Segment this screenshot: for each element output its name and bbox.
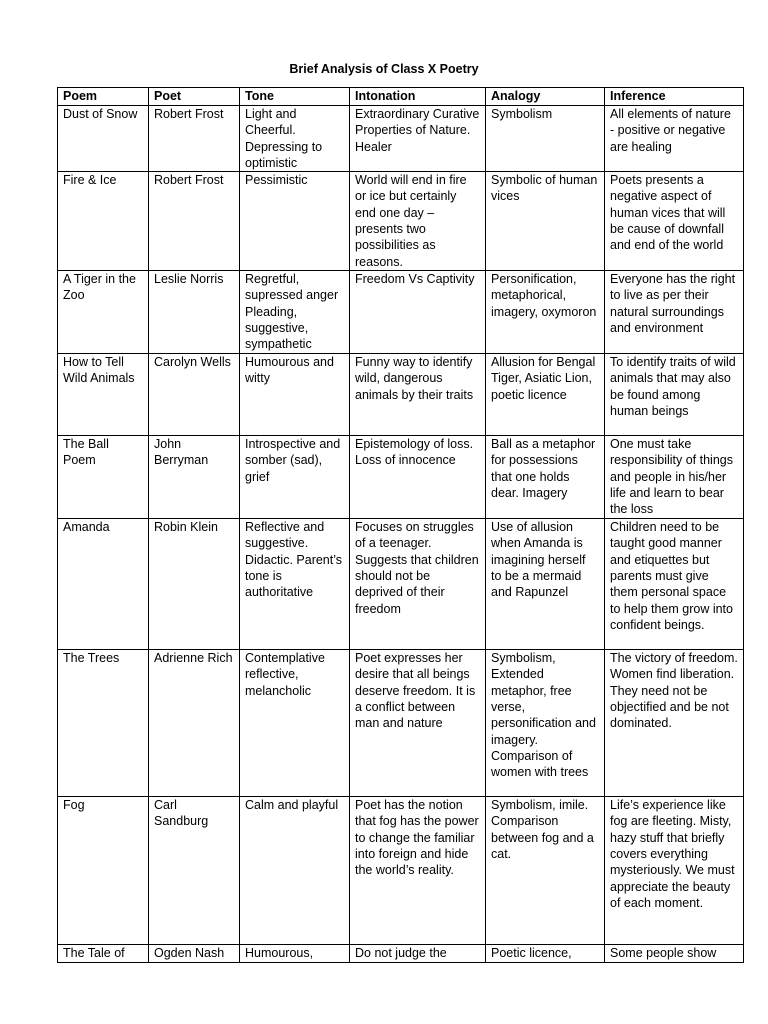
cell-poet: Leslie Norris (149, 271, 240, 354)
cell-poet: Robin Klein (149, 519, 240, 650)
cell-intonation: World will end in fire or ice but certainly end one day – presents two possibilities as reasons. (350, 172, 486, 271)
cell-inference: Some people show (605, 945, 744, 963)
table-header-row (58, 88, 744, 106)
cell-intonation: Do not judge the (350, 945, 486, 963)
cell-analogy: Ball as a metaphor for possessions that one holds dear. Imagery (486, 436, 605, 519)
cell-tone: Humourous, (240, 945, 350, 963)
cell-poet: Robert Frost (149, 172, 240, 271)
header-inference: Inference (605, 88, 744, 106)
table-row (58, 271, 744, 354)
cell-analogy: Symbolism (486, 106, 605, 172)
table-row (58, 172, 744, 271)
cell-poem: Dust of Snow (58, 106, 149, 172)
cell-tone: Introspective and somber (sad), grief (240, 436, 350, 519)
cell-analogy: Use of allusion when Amanda is imagining herself to be a mermaid and Rapunzel (486, 519, 605, 650)
cell-poem: The Tale of (58, 945, 149, 963)
table-row (58, 436, 744, 519)
table-row (58, 650, 744, 797)
cell-inference: Life’s experience like fog are fleeting. Misty, hazy stuff that briefly covers everything mysteriously. We must appreciate the beauty of each moment. (605, 797, 744, 945)
cell-poet: Carl Sandburg (149, 797, 240, 945)
header-tone: Tone (240, 88, 350, 106)
cell-poem: A Tiger in the Zoo (58, 271, 149, 354)
cell-tone: Reflective and suggestive. Didactic. Parent’s tone is authoritative (240, 519, 350, 650)
cell-analogy: Poetic licence, (486, 945, 605, 963)
cell-intonation: Epistemology of loss. Loss of innocence (350, 436, 486, 519)
cell-poet: Ogden Nash (149, 945, 240, 963)
table-row (58, 797, 744, 945)
table-row (58, 519, 744, 650)
cell-poem: How to Tell Wild Animals (58, 354, 149, 436)
table-row (58, 945, 744, 963)
header-intonation: Intonation (350, 88, 486, 106)
cell-poem: The Trees (58, 650, 149, 797)
poetry-analysis-table (57, 87, 744, 963)
header-analogy: Analogy (486, 88, 605, 106)
cell-intonation: Extraordinary Curative Properties of Nature. Healer (350, 106, 486, 172)
cell-tone: Light and Cheerful. Depressing to optimistic (240, 106, 350, 172)
cell-inference: Children need to be taught good manner and etiquettes but parents must give them personal space to help them grow into confident beings. (605, 519, 744, 650)
cell-inference: Everyone has the right to live as per their natural surroundings and environment (605, 271, 744, 354)
cell-analogy: Symbolism, imile. Comparison between fog and a cat. (486, 797, 605, 945)
header-poet: Poet (149, 88, 240, 106)
cell-poem: Amanda (58, 519, 149, 650)
cell-tone: Regretful, supressed anger Pleading, suggestive, sympathetic (240, 271, 350, 354)
cell-tone: Pessimistic (240, 172, 350, 271)
cell-poem: The Ball Poem (58, 436, 149, 519)
cell-tone: Contemplative reflective, melancholic (240, 650, 350, 797)
header-poem: Poem (58, 88, 149, 106)
cell-poem: Fire & Ice (58, 172, 149, 271)
cell-inference: Poets presents a negative aspect of human vices that will be cause of downfall and end of the world (605, 172, 744, 271)
cell-poem: Fog (58, 797, 149, 945)
cell-intonation: Funny way to identify wild, dangerous animals by their traits (350, 354, 486, 436)
table-row (58, 354, 744, 436)
cell-inference: The victory of freedom. Women find liberation. They need not be objectified and be not dominated. (605, 650, 744, 797)
cell-analogy: Symbolic of human vices (486, 172, 605, 271)
cell-tone: Calm and playful (240, 797, 350, 945)
page-title: Brief Analysis of Class X Poetry (289, 62, 479, 76)
cell-inference: To identify traits of wild animals that may also be found among human beings (605, 354, 744, 436)
table-row (58, 106, 744, 172)
cell-poet: Carolyn Wells (149, 354, 240, 436)
cell-intonation: Freedom Vs Captivity (350, 271, 486, 354)
cell-poet: John Berryman (149, 436, 240, 519)
cell-intonation: Poet has the notion that fog has the power to change the familiar into foreign and hide the world’s reality. (350, 797, 486, 945)
cell-analogy: Personification, metaphorical, imagery, oxymoron (486, 271, 605, 354)
cell-poet: Robert Frost (149, 106, 240, 172)
cell-intonation: Poet expresses her desire that all beings deserve freedom. It is a conflict between man and nature (350, 650, 486, 797)
cell-poet: Adrienne Rich (149, 650, 240, 797)
cell-analogy: Allusion for Bengal Tiger, Asiatic Lion, poetic licence (486, 354, 605, 436)
cell-inference: All elements of nature - positive or negative are healing (605, 106, 744, 172)
cell-tone: Humourous and witty (240, 354, 350, 436)
cell-inference: One must take responsibility of things and people in his/her life and learn to bear the loss (605, 436, 744, 519)
cell-intonation: Focuses on struggles of a teenager. Suggests that children should not be deprived of their freedom (350, 519, 486, 650)
cell-analogy: Symbolism, Extended metaphor, free verse, personification and imagery. Comparison of women with trees (486, 650, 605, 797)
